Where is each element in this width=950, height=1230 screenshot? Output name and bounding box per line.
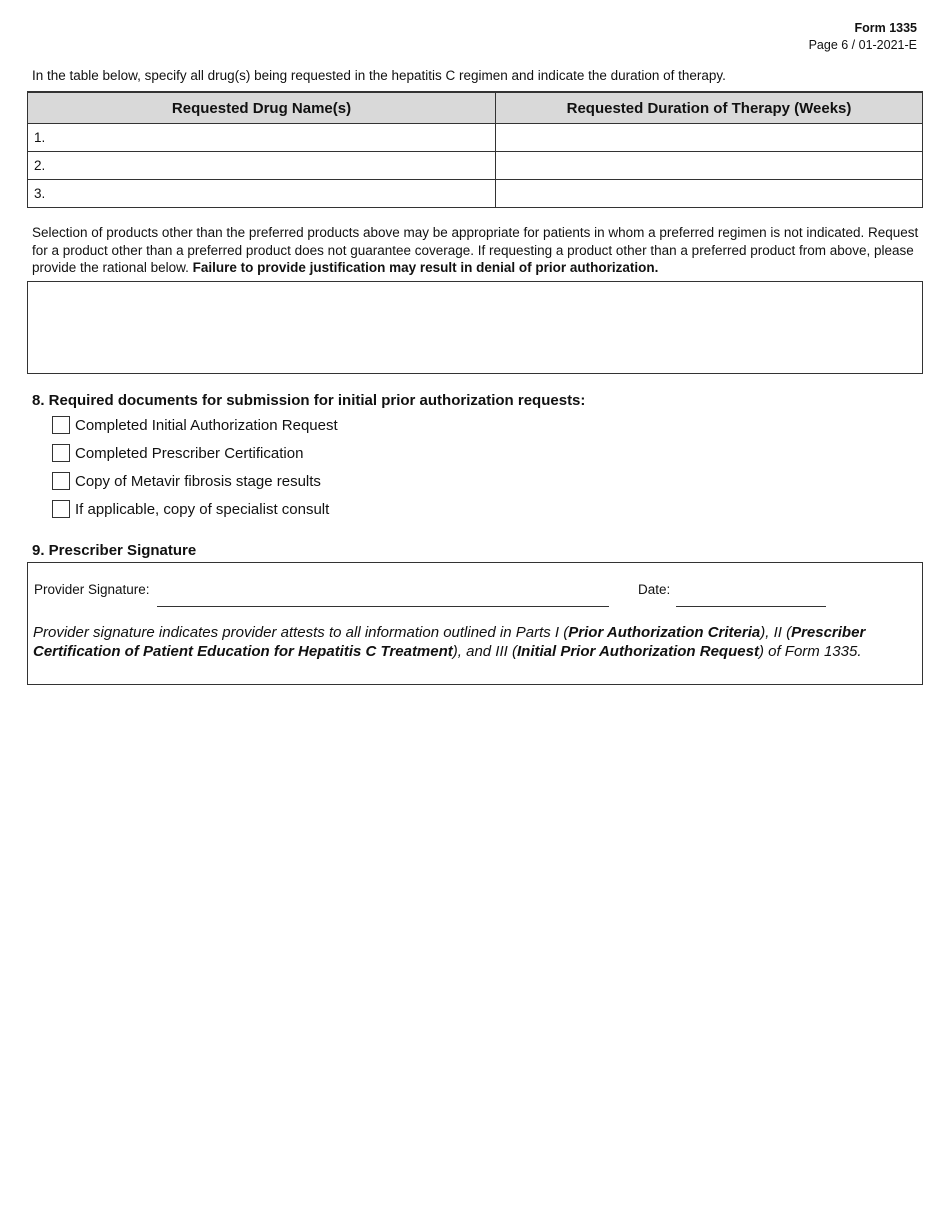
date-label: Date: [638,582,671,597]
table-header-row [28,92,923,124]
attestation-part-bold: Prior Authorization Criteria [568,624,761,641]
intro-text: In the table below, specify all drug(s) being requested in the hepatitis C regimen and indicate the duration of therapy. [32,68,726,83]
selection-text-normal: Selection of products other than the preferred products above may be appropriate for patients in whom a preferred regimen is not indicated. Request for a product other than a preferred product does not guarantee coverage. If requesting a product other than a preferred product from above, please provide the rational below. [32,225,919,275]
row-number: 3. [34,186,46,201]
duration-field[interactable] [496,180,923,208]
checkbox[interactable] [52,444,70,462]
checkbox[interactable] [52,472,70,490]
selection-text-warning: Failure to provide justification may result in denial of prior authorization. [192,260,659,275]
checklist-item[interactable] [52,472,321,490]
attestation-part: ) of Form 1335. [758,642,862,660]
date-field[interactable] [676,606,826,607]
signature-field[interactable] [157,606,609,607]
checklist-item-label: Completed Initial Authorization Request [75,416,338,434]
drug-name-field[interactable] [28,152,496,180]
page-info: Page 6 / 01-2021-E [808,38,917,52]
attestation-part-bold: Prescriber Certification of Patient Education for Hepatitis C Treatment [33,624,866,660]
column-header-duration: Requested Duration of Therapy (Weeks) [496,92,923,124]
section-9-title: 9. Prescriber Signature [32,542,197,559]
table-row [28,152,923,180]
checklist-item[interactable] [52,444,303,462]
drug-name-field[interactable] [28,124,496,152]
checkbox[interactable] [52,416,70,434]
attestation-part-bold: Initial Prior Authorization Request [516,642,759,660]
drug-name-field[interactable] [28,180,496,208]
form-number: Form 1335 [854,21,917,35]
table-row [28,124,923,152]
section-8-title: 8. Required documents for submission for initial prior authorization requests: [32,392,586,409]
selection-text [32,224,922,277]
rationale-input[interactable] [27,281,923,374]
checklist-item[interactable] [52,416,338,434]
checklist-item-label: Completed Prescriber Certification [75,444,304,462]
column-header-drug-name: Requested Drug Name(s) [28,92,496,124]
drug-table [27,91,923,208]
attestation-part: ), and III ( [452,642,517,660]
duration-field[interactable] [496,152,923,180]
checklist-item[interactable] [52,500,329,518]
table-row [28,180,923,208]
attestation-part: ), II ( [760,624,792,641]
duration-field[interactable] [496,124,923,152]
checklist-item-label: Copy of Metavir fibrosis stage results [75,472,321,490]
attestation-text [33,624,913,661]
row-number: 2. [34,158,46,173]
signature-label: Provider Signature: [34,582,150,597]
checklist-item-label: If applicable, copy of specialist consult [75,500,330,518]
row-number: 1. [34,130,46,145]
signature-box [27,562,923,685]
attestation-part: Provider signature indicates provider attests to all information outlined in Parts I ( [33,624,569,641]
checkbox[interactable] [52,500,70,518]
